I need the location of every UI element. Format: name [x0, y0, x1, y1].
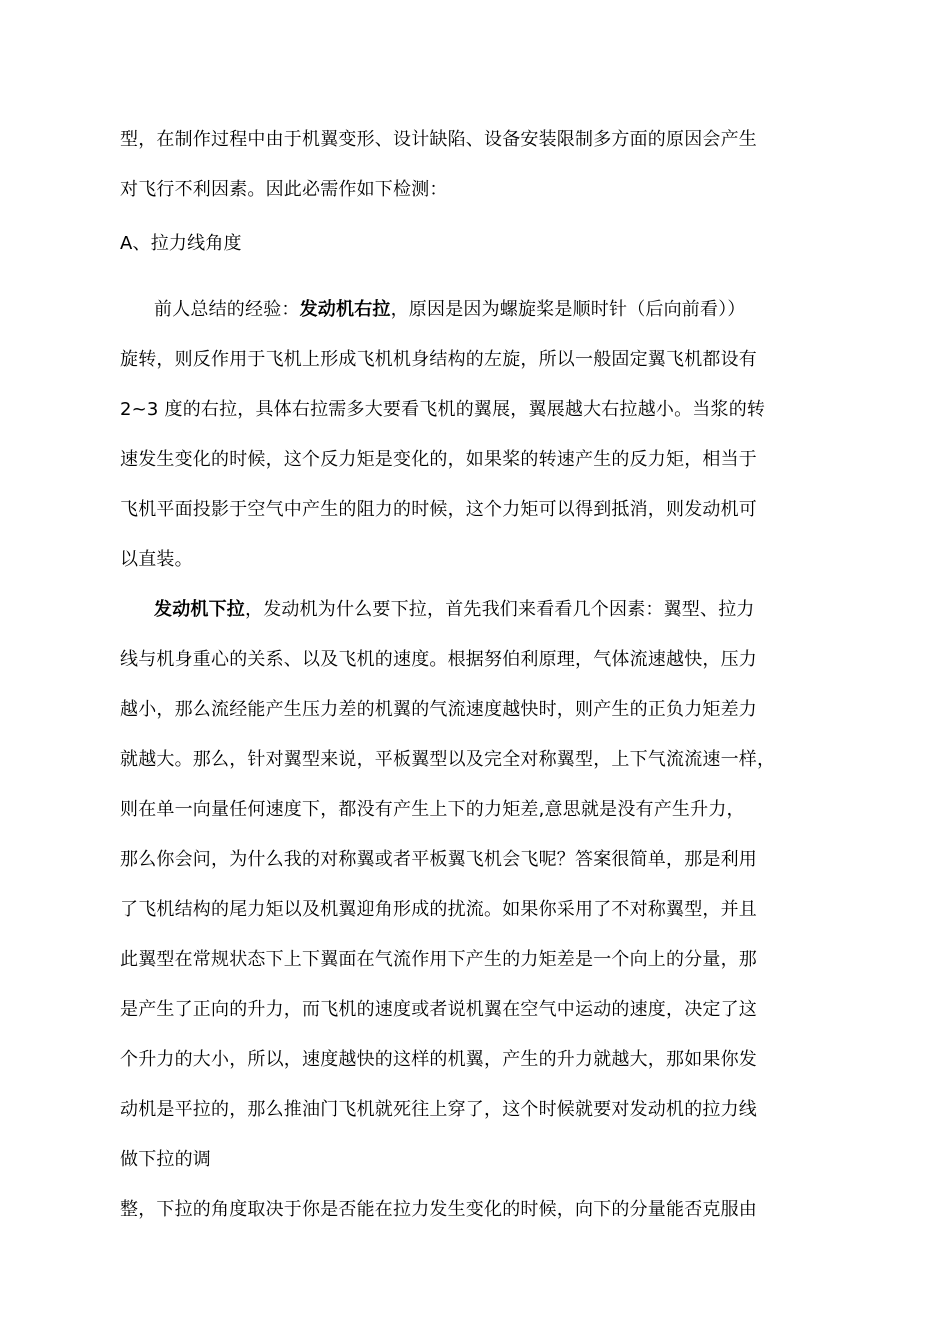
- text-line-11: 线与机身重心的关系、以及飞机的速度。根据努伯利原理，气体流速越快，压力: [120, 649, 757, 670]
- bold-term-right-pull: 发动机右拉: [299, 299, 391, 320]
- text-line-18: 是产生了正向的升力，而飞机的速度或者说机翼在空气中运动的速度，决定了这: [120, 999, 757, 1020]
- paragraph-down-pull: [154, 597, 755, 623]
- text-line-19: 个升力的大小，所以，速度越快的这样的机翼，产生的升力就越大，那如果你发: [120, 1049, 757, 1070]
- text-line-2: 对飞行不利因素。因此必需作如下检测：: [120, 179, 448, 200]
- text-line-20: 动机是平拉的，那么推油门飞机就死往上穿了，这个时候就要对发动机的拉力线: [120, 1099, 757, 1120]
- bold-term-down-pull: 发动机下拉: [154, 599, 245, 620]
- text-line-8: 飞机平面投影于空气中产生的阻力的时候，这个力矩可以得到抵消，则发动机可: [120, 499, 757, 520]
- text-line-14: 则在单一向量任何速度下，都没有产生上下的力矩差,意思就是没有产生升力，: [120, 799, 745, 820]
- paragraph-right-pull: [154, 297, 746, 323]
- text-line-12: 越小，那么流经能产生压力差的机翼的气流速度越快时，则产生的正负力矩差力: [120, 699, 757, 720]
- text-line-6: 2~3 度的右拉，具体右拉需多大要看飞机的翼展，翼展越大右拉越小。当浆的转: [120, 399, 766, 420]
- text-line-15: 那么你会问，为什么我的对称翼或者平板翼飞机会飞呢？答案很简单，那是利用: [120, 849, 757, 870]
- lead-text: 前人总结的经验：: [154, 299, 300, 320]
- text-line-17: 此翼型在常规状态下上下翼面在气流作用下产生的力矩差是一个向上的分量，那: [120, 949, 757, 970]
- text-continuation: ，原因是因为螺旋桨是顺时针（后向前看））: [390, 299, 746, 320]
- text-line-13: 就越大。那么，针对翼型来说，平板翼型以及完全对称翼型，上下气流流速一样，: [120, 749, 776, 770]
- text-line-5: 旋转，则反作用于飞机上形成飞机机身结构的左旋，所以一般固定翼飞机都设有: [120, 349, 757, 370]
- text-line-16: 了飞机结构的尾力矩以及机翼迎角形成的扰流。如果你采用了不对称翼型，并且: [120, 899, 757, 920]
- text-continuation: ，发动机为什么要下拉，首先我们来看看几个因素：翼型、拉力: [245, 599, 755, 620]
- text-line-7: 速发生变化的时候，这个反力矩是变化的，如果桨的转速产生的反力矩，相当于: [120, 449, 757, 470]
- text-line-1: 型，在制作过程中由于机翼变形、设计缺陷、设备安装限制多方面的原因会产生: [120, 129, 757, 150]
- section-heading: A、拉力线角度: [120, 233, 242, 254]
- text-line-22: 整，下拉的角度取决于你是否能在拉力发生变化的时候，向下的分量能否克服由: [120, 1199, 757, 1220]
- text-line-9: 以直装。: [120, 549, 193, 570]
- text-line-21: 做下拉的调: [120, 1149, 211, 1170]
